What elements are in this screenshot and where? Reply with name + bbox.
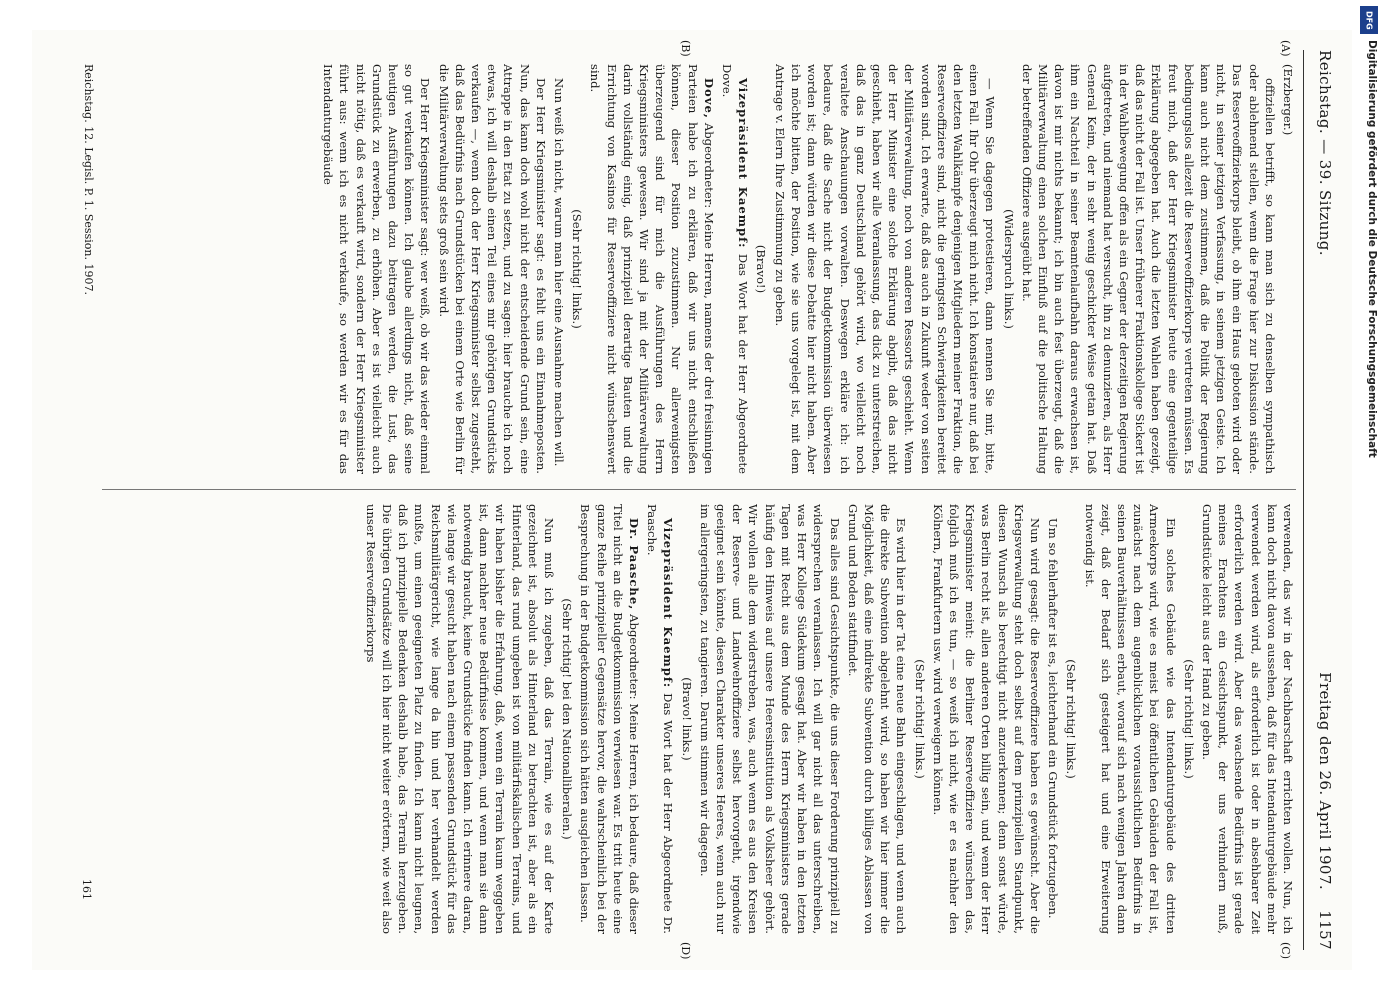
paragraph-text: (Bravo! links.) bbox=[679, 677, 694, 761]
paragraph bbox=[320, 64, 433, 474]
paragraph-text: Nun weiß ich nicht, warum man hier eine Ausnahme machen will. bbox=[552, 78, 567, 467]
paragraph-text: — Wenn Sie dagegen protestieren, dann nennen Sie mir, bitte, einen Fall. Ihr Ohr überzeugt mich nicht. Ich konstatiere nur, daß bei den letzten Wahlkämpfe denjenigen Mitgliedern meiner Fraktion, die Reserveoffiziere sind, nicht die geringsten Schwierigkeiten bereitet worden sind. Ich erwarte, daß das auch in Zukunft weder von seiten der Militärverwaltung, noch von anderen Ressorts geschieht. Wenn der Herr Minister eine solche Erklärung abgibt, daß das nicht geschieht, haben wir alle Veranlassung, das dick zu unterstreichen, daß das in ganz Deutschland gehört wird, wo vielleicht noch veraltete Anschauungen vorwalten. Deswegen erkläre ich: ich bedaure, daß die Sache nicht der Budgetkommission überwiesen worden ist; dann würden wir diese Debatte hier nicht haben. Aber ich möchte bitten, der Position, wie sie uns vorgelegt ist, mit dem Antrage v. Elern Ihre Zustimmung zu geben. bbox=[772, 64, 998, 474]
paragraph-text: offiziellen betrifft, so kann man sich zu denselben sympathisch oder ablehnend stellen, wenn die Frage hier zur Diskussion stände. Das Reserveoffizierkorps bleibt, ob ihm ein Haus geboten wird oder nicht, in seiner jetzigen Verfassung, in seinem jetzigen Geiste. Ich kann auch nicht dem zustimmen, daß die Politik der Regierung bedingungslos allezeit die Reserveoffizierkorps vertreten müssen. Es freut mich, daß der Herr Kriegsminister heute eine gegenteilige Erklärung abgegeben hat. Auch die letzten Wahlen haben gezeigt, daß das nicht der Fall ist. Unser früherer Fraktionskollege Sickert ist in der Wahlbewegung offen als ein Gegner der derzeitigen Regierung aufgetreten, und niemand hat versucht, ihn zu denunzieren, als Herr General Keim, der in sehr wenig geschickter Weise getan hat. Daß ihm ein Nachteil in seiner Beamtenlaufbahn daraus erwachsen ist, davon ist mir nichts bekannt; ich bin auch fest überzeugt, daß die Militärverwaltung einen solchen Einfluß auf die politische Haltung der betreffenden Offiziere ausgeübt hat. bbox=[1019, 64, 1277, 474]
interjection bbox=[753, 64, 769, 474]
interjection bbox=[678, 504, 694, 934]
paragraph-text: Nun wird gesagt: die Reserveoffiziere haben es gewünscht. Aber die Kriegsverwaltung steht doch selbst auf dem prinzipiellen Standpunkt, diesen Wunsch als berechtigt nicht anzuerkennen; denn sonst würde, was Berlin recht ist, allen anderen Orten billig sein, und wenn der Herr Kriegsminister meint: die Berliner Reserveoffiziere wünschen das, folglich muß ich es tun, — so weiß ich nicht, wie er es nachher den Kölnern, Frankfurtern usw. wird verweigern können. bbox=[930, 504, 1042, 934]
paragraph bbox=[1280, 64, 1296, 474]
digitization-credit: Digitalisierung gefördert durch die Deutsche Forschungsgemeinschaft bbox=[1366, 40, 1378, 458]
interjection bbox=[1181, 504, 1197, 934]
paragraph bbox=[930, 504, 1043, 934]
paragraph bbox=[577, 504, 642, 934]
speaker-name: Dr. Paasche, bbox=[627, 518, 642, 611]
paragraph-text: Um so fehlerhafter ist es, leichterhand ein Grundstück fortzugeben. bbox=[1046, 518, 1061, 919]
paragraph-text: (Sehr richtig! links.) bbox=[570, 209, 585, 329]
margin-marker-b: (B) bbox=[679, 40, 692, 57]
margin-marker-a: (A) bbox=[1279, 40, 1292, 57]
paragraph bbox=[644, 504, 676, 934]
text-column-left bbox=[102, 64, 1296, 474]
header-right-title: Freitag den 26. April 1907. bbox=[1316, 672, 1334, 890]
speaker-name: Dove, bbox=[701, 78, 716, 119]
paragraph-text: Der Herr Kriegsminister sagt: wer weiß, ob wir das wieder einmal so gut verkaufen können. Ich glaube allerdings nicht, daß seine heutigen Ausführungen dazu beitragen werden, die Lust, das Grundstück zu erwerben, zu erhöhen. Aber es ist vielleicht auch nicht nötig, daß es verkauft wird, sondern der Herr Kriegsminister führt aus: wenn ich es nicht verkaufe, so werden wir es für das Intendanturgebäude bbox=[321, 64, 433, 474]
paragraph-text: Der Herr Kriegsminister sagt: es fehlt uns ein Einnahmeposten. Nun, das kann doch wohl nicht der entscheidende Grund sein, eine Attrappe in den Etat zu setzen, und zu sagen: hier brauche ich noch etwas, ich will deshalb einen Teil eines mir gehörigen Grundstücks verkaufen —, wenn doch der Herr Kriegsminister selbst zugesteht, daß das Bedürfnis nach Grundstücken bei einem Orte wie Berlin für die Militärverwaltung stets groß sein wird. bbox=[436, 64, 548, 474]
speaker-name: Vizepräsident Kaempf: bbox=[661, 518, 676, 689]
paragraph-text: Abgeordneter: Meine Herren, ich bedaure, daß dieser Titel nicht an die Budgetkommission verwiesen war. Es tritt heute eine ganze Reihe prinzipieller Gegensätze hervor, die wahrscheinlich bei der Besprechung in der Budgetkommission sich hätten ausgleichen lassen. bbox=[578, 504, 642, 934]
page-header bbox=[1304, 50, 1344, 950]
paragraph-text: (Sehr richtig! bei den Nationalliberalen.) bbox=[560, 598, 575, 840]
column-divider bbox=[102, 489, 1296, 490]
paragraph-text: Nun muß ich zugeben, daß das Terrain, wie es auf der Karte gezeichnet ist, absolut als Hinterland zu betrachten ist, aber als ein Hinterland, das rund umgeben ist von militärfiskalischen Terrains, und wir haben bisher die Erfahrung, daß, wenn ein Terrain kaum weggeben ist, dann nachher neue Bedürfnisse kommen, und wenn man sie dann notwendig braucht, keine Grundstücke finden kann. Ich erinnere daran, wie lange wir gesucht haben nach einem passenden Grundstück für das Reichsmilitärgericht, wie lange da hin und her verhandelt werden mußte, um einen geeigneten Platz zu finden. Ich kann nicht leugnen, daß ich prinzipielle Bedenken deshalb habe, das Terrain herzugeben. Die übrigen Grundsätze will ich hier nicht weiter erörtern, wie weit also unser Reserveoffizierkorps bbox=[363, 504, 557, 934]
paragraph bbox=[697, 504, 843, 934]
paragraph-text: (Sehr richtig! links.) bbox=[1181, 659, 1196, 779]
paragraph bbox=[363, 504, 557, 934]
digitization-sidebar bbox=[1356, 0, 1382, 1000]
paragraph bbox=[551, 64, 567, 474]
paragraph bbox=[1045, 504, 1061, 934]
paragraph bbox=[772, 64, 999, 474]
paragraph-text: (Sehr richtig! links.) bbox=[912, 659, 927, 779]
header-rule bbox=[1303, 50, 1304, 950]
paragraph-text: verwenden, das wir in der Nachbarschaft errichten wollen. Nun, ich kann doch nicht davon aussehen, daß für das Intendanturgebäude mehr verwendet werden wird, als erforderlich ist oder in absehbarer Zeit erforderlich werden wird. Aber das wachsende Bedürfnis ist gerade meines Erachtens ein Gesichtspunkt, der uns verhindern muß, Grundstücke leicht aus der Hand zu geben. bbox=[1199, 504, 1295, 934]
paragraph bbox=[435, 64, 548, 474]
header-page-number: 1157 bbox=[1316, 910, 1334, 950]
paragraph-text: (Sehr richtig! links.) bbox=[1064, 659, 1079, 779]
paragraph-text: Ein solches Gebäude wie das Intendanturgebäude des dritten Armeekorps wird, wie es meist bei öffentlichen Gebäuden der Fall ist, zunächst nach dem augenblicklichen voraussichtlichen Bedürfnis in seinen Bauverhältnissen erbaut, worauf sich nach wenigen Jahren dann zeigt, daß der Bedarf sich gesteigert hat und eine Erweiterung notwendig ist. bbox=[1082, 504, 1178, 934]
paragraph bbox=[1199, 504, 1296, 934]
paragraph-text: (Bravo!) bbox=[754, 244, 769, 294]
paragraph-text: Abgeordneter: Meine Herren, namens der drei freisinnigen Parteien habe ich zu erklären, daß wir uns nicht entschließen können, dieser Position zuzustimmen. Nur allerwenigsten überzeugend sind für mich die Ausführungen des Herrn Kriegsministers gewesen. Wir sind ja mit der Militärverwaltung darin vollständig einig, daß prinzipiell derartige Bauten und die Errichtung von Kasinos für Reserveoffiziere nicht wünschenswert sind. bbox=[588, 64, 716, 474]
page-footer: Reichstag. 12. Legisl. P. 1. Session. 1907. bbox=[82, 64, 95, 295]
header-left-title: Reichstag. — 39. Sitzung. bbox=[1316, 50, 1334, 256]
paragraph-text: Das Wort hat der Herr Abgeordnete Dr. Paasche. bbox=[645, 504, 676, 934]
margin-marker-c: (C) bbox=[1279, 942, 1292, 959]
interjection bbox=[911, 504, 927, 934]
paragraph bbox=[587, 64, 717, 474]
speaker-name: Vizepräsident Kaempf: bbox=[736, 78, 751, 249]
paragraph-text: Das Wort hat der Herr Abgeordnete Dove. bbox=[720, 64, 751, 474]
paragraph bbox=[719, 64, 751, 474]
interjection bbox=[1000, 64, 1016, 474]
paragraph-text: (Erzberger.) bbox=[1281, 64, 1295, 136]
paragraph bbox=[845, 504, 910, 934]
paragraph bbox=[1019, 64, 1278, 474]
interjection bbox=[569, 64, 585, 474]
paragraph-text: Das alles sind Gesichtspunkte, die uns dieser Forderung prinzipiell zu widersprechen veranlassen. Ich will gar nicht all das unterschreiben, was Herr Kollege Südekum gesagt hat. Aber wir haben in den letzten Tagen mit Recht aus dem Munde des Herrn Kriegsministers gerade häufig den Hinweis auf unsere Heeresinstitution als Volksheer gehört. Wir wollen alle dem widerstreben, was, auch wenn es aus den Kreisen der Reserve- und Landwehroffiziere selbst hervorgeht, irgendwie geeignet sein könnte, diesen Charakter unseres Heeres, wenn auch nur im allergeringsten, zu tangieren. Darum stimmen wir dagegen. bbox=[697, 504, 842, 934]
margin-marker-d: (D) bbox=[679, 942, 692, 960]
interjection bbox=[559, 504, 575, 934]
interjection bbox=[1063, 504, 1079, 934]
paragraph-text: Es wird hier in der Tat eine neue Bahn eingeschlagen, und wenn auch die direkte Subvention abgelehnt wird, so haben wir hier immer die Möglichkeit, daß eine indirekte Subvention durch billiges Ablassen von Grund und Boden stattfindet. bbox=[845, 504, 909, 934]
dfg-logo: DFG bbox=[1360, 6, 1378, 34]
paragraph-text: (Widerspruch links.) bbox=[1001, 209, 1016, 329]
page-bottom-number: 161 bbox=[80, 879, 93, 900]
scanned-page bbox=[32, 30, 1352, 970]
text-column-right bbox=[102, 504, 1296, 934]
paragraph bbox=[1081, 504, 1178, 934]
